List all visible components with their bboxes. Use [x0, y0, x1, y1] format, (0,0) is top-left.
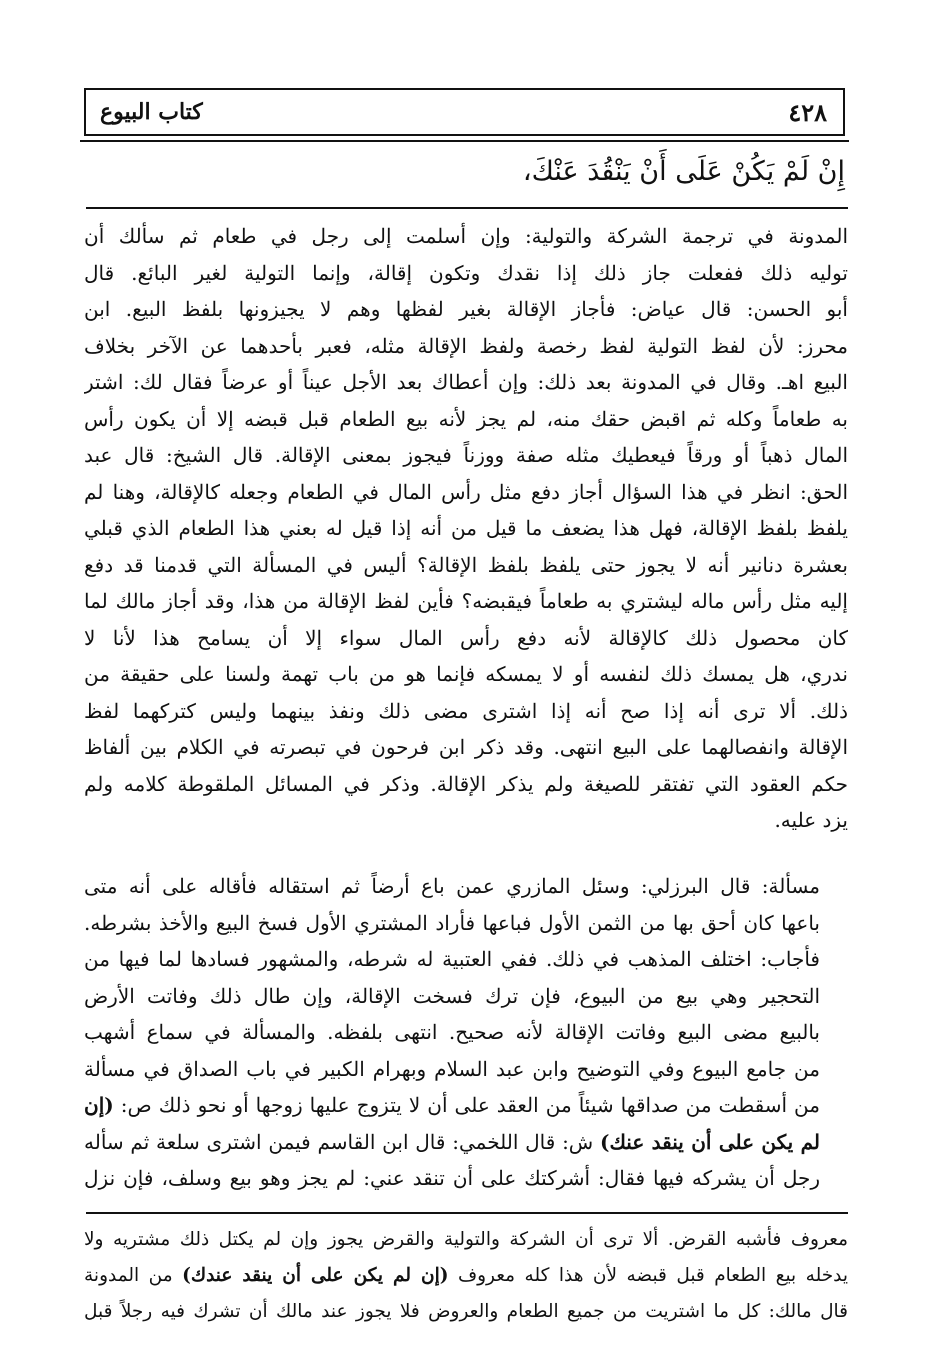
- text-line: المدونة في ترجمة الشركة والتولية: وإن أسلمت إلى رجل في طعام ثم سألك أن: [84, 224, 848, 248]
- footnote-line: قال مالك: كل ما اشتريت من جميع الطعام والعروض فلا يجوز عند مالك أن تشرك فيه رجلاً قبل: [84, 1301, 848, 1322]
- text-line-with-matn: [84, 1087, 848, 1124]
- text-line: به طعاماً وكله ثم اقبض حقك منه، لم يجز لأنه بيع الطعام قبل قبضه إلا أن يكون رأس: [84, 406, 848, 431]
- text-segment: من أسقطت من صداقها شيئاً من العقد على أن لا يتزوج عليها زوجها أو نحو ذلك ص:: [120, 1093, 820, 1117]
- text-line: مسألة: قال البرزلي: وسئل المازري عمن باع أرضاً ثم استقاله فأقاله على أنه متى: [84, 874, 820, 898]
- matn-divider: [86, 207, 848, 209]
- text-line: أبو الحسن: قال عياض: فأجاز الإقالة بغير لفظها وهم لا يجيزونها بلفظ البيع. ابن: [84, 297, 848, 321]
- text-line: التحجير وهي بيع من البيوع، فإن ترك فسخت الإقالة، وإن طال ذلك وفاتت الأرض: [84, 983, 821, 1008]
- text-line: بعشرة دنانير أنه لا يجوز حتى يلفظ بلفظ الإقالة؟ أليس في المسألة التي قدمنا قد دفع: [84, 552, 848, 577]
- running-header: [84, 88, 845, 136]
- text-line: توليه ذلك ففعلت جاز ذلك إذا نقدك وتكون إقالة، وإنما التولية لغير البائع. قال: [84, 260, 848, 285]
- commentary-paragraph-1: [84, 218, 848, 839]
- footnote-line: معروف فأشبه القرض. ألا ترى أن الشركة والتولية والقرض يجوز وإن لم يكتل ذلك مشتريه ولا: [84, 1229, 848, 1250]
- text-segment: ش: قال اللخمي: قال ابن القاسم فيمن اشترى سلعة ثم سأله: [84, 1129, 600, 1154]
- quoted-matn: (إن: [84, 1093, 114, 1117]
- text-line: كان محصول ذلك كالإقالة لأنه دفع رأس المال سواء إلا أن يسامح هذا لأنا لا: [84, 625, 848, 650]
- text-line: حكم العقود التي تفتقر للصيغة ولم يذكر الإقالة. وذكر في المسائل الملقوطة كلامه ولم: [84, 771, 848, 796]
- text-line: محرز: لأن لفظ التولية لفظ رخصة ولفظ الإقالة مثله، فعبر بأحدهما عن الآخر بخلاف: [84, 333, 848, 358]
- text-line: باعها كان أحق بها من الثمن الأول فباعها فأراد المشتري الأول فسخ البيع والأخذ بشرطه.: [84, 910, 820, 935]
- text-line: المال ذهباً أو ورقاً فيعطيك مثله صفة ووزناً فيجوز بمعنى الإقالة. قال الشيخ: قال عبد: [84, 443, 848, 467]
- quoted-matn: (إن لم يكن على أن ينقد عندك): [182, 1265, 449, 1286]
- text-line: يزد عليه.: [774, 808, 848, 832]
- text-line: فأجاب: اختلف المذهب في ذلك. ففي العتبية له شرطه، والمشهور فسادها لما فيها من: [84, 947, 820, 971]
- text-line: البيع اهـ. وقال في المدونة بعد ذلك: وإن أعطاك بعد الأجل عيناً أو عرضاً فقال لك: اشتر: [84, 370, 848, 394]
- text-line: الحق: انظر في هذا السؤال أجاز دفع مثل رأس المال في الطعام وجعله كالإقالة، وهنا لم: [84, 479, 848, 504]
- text-line: إليه مثل رأس ماله ليشتري به طعاماً فيقبضه؟ فأين لفظ الإقالة من هذا، وقد أجاز مالك لما: [84, 589, 848, 613]
- commentary-paragraph-2: [84, 868, 848, 1197]
- text-segment: يدخله بيع الطعام قبل قبضه لأن هذا كله معروف: [457, 1265, 848, 1286]
- text-line: رجل أن يشركه فيها فقال: أشركتك على أن تنقد عني: لم يجز وهو بيع وسلف، فإن نزل: [84, 1166, 820, 1190]
- book-title: كتاب البيوع: [100, 99, 203, 125]
- footnote-block: [84, 1222, 848, 1330]
- page-number: ٤٢٨: [788, 98, 827, 127]
- matn-text: إِنْ لَمْ يَكُنْ عَلَى أَنْ يَنْقُدَ عَنْكَ،: [522, 156, 845, 187]
- footnote-divider: [86, 1212, 848, 1214]
- quoted-matn: لم يكن على أن ينقد عنك): [599, 1129, 820, 1154]
- footnote-line-with-matn: [84, 1258, 848, 1294]
- text-line: بالبيع مضى البيع وفاتت الإقالة لأنه صحيح. انتهى بلفظه. والمسألة في سماع أشهب: [84, 1020, 820, 1044]
- text-line: يلفظ بلفظ الإقالة، فهل هذا يضعف ما قيل من أنه إذا قيل له بعني هذا الطعام الذي قبلي: [84, 516, 848, 540]
- text-line: من جامع البيوع وفي التوضيح وابن عبد السلام وبهرام الكبير في باب الصداق في مسألة: [84, 1056, 820, 1081]
- text-line: [84, 1124, 848, 1161]
- text-line: ندري، هل يمسك ذلك لنفسه أو لا يمسكه فإنما هو من باب تهمة ولسنا على حقيقة من: [84, 662, 848, 686]
- text-line: ذلك. ألا ترى أنه إذا صح أنه إذا اشترى مضى ذلك ونفذ بينهما وليس كتركهما لفظ: [84, 698, 848, 723]
- text-segment: من المدونة: [84, 1265, 173, 1286]
- text-line: الإقالة وانفصالهما على البيع انتهى. وقد ذكر ابن فرحون في تبصرته في الكلام بين ألفاظ: [84, 735, 848, 759]
